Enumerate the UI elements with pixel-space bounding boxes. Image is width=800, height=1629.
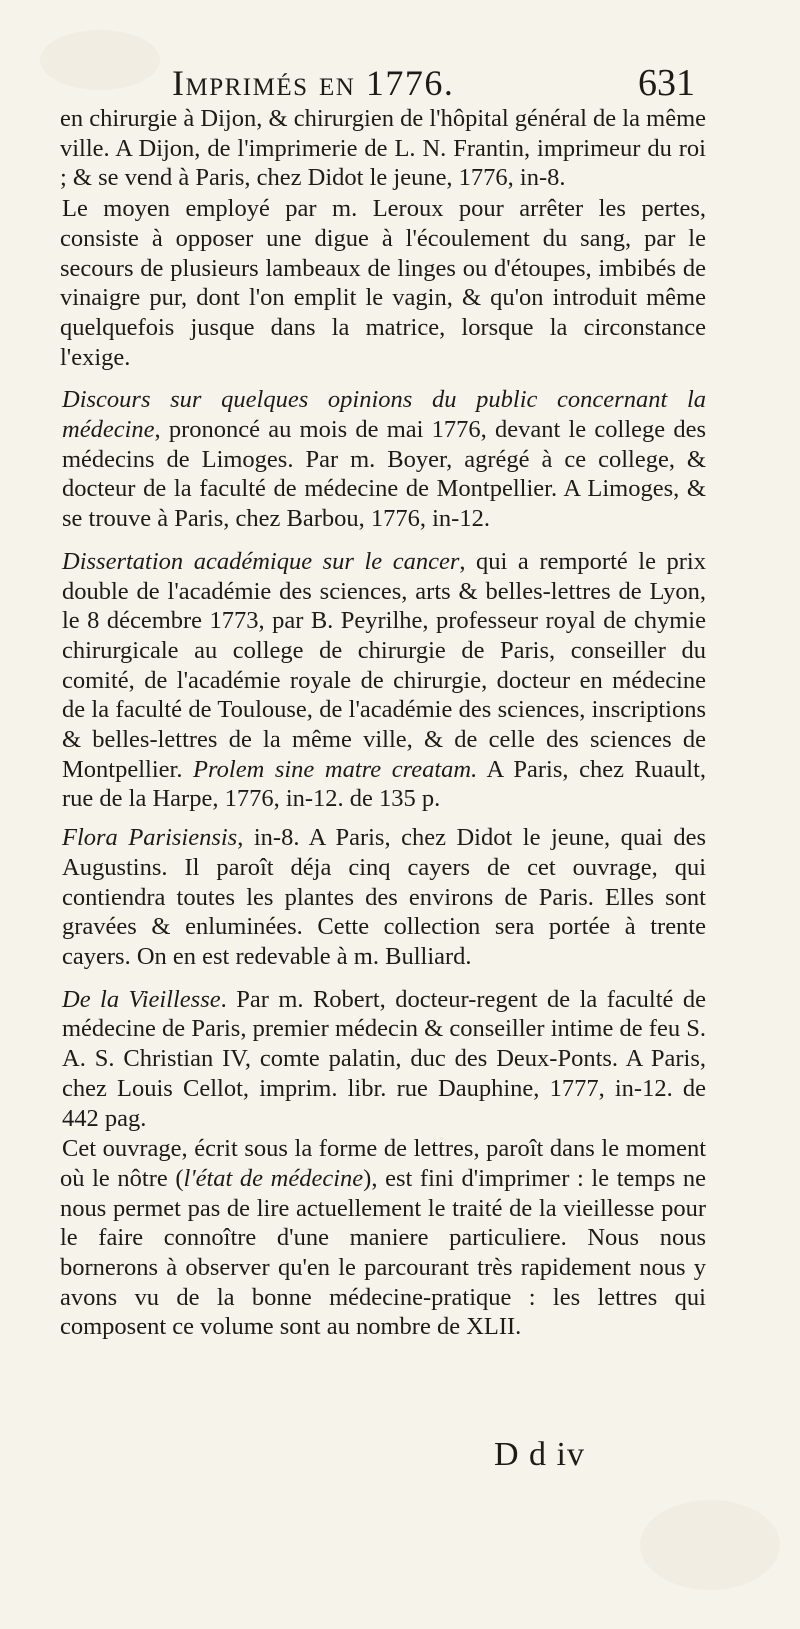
entry-text: . Par m. Robert, docteur-regent de la faculté de médecine de Paris, premier médecin & conseiller intime de feu S. A. S. Christian IV, comte palatin, duc des Deux-Ponts. A Paris, chez Louis Cellot, imprim. libr. rue Dauphine, 1777, in-12. de 442 pag.	[62, 985, 706, 1132]
entry-tail: A Paris, chez Ruault, rue de la Harpe, 1776, in-12. de 135 p.	[62, 755, 707, 813]
entry-vieillesse	[60, 985, 706, 1134]
running-title: Imprimés en 1776.	[172, 63, 455, 103]
paragraph-text: Cet ouvrage, écrit sous la forme de lettres, paroît dans le moment où le nôtre (	[60, 1135, 706, 1192]
main-text	[60, 104, 706, 1342]
entry-text: , prononcé au mois de mai 1776, devant le college des médecins de Limoges. Par m. Boyer, agrégé à ce college, & docteur de la faculté de médecine de Montpellier. A Limoges, & se trouve à Paris, chez Barbou, 1776, in-12.	[62, 416, 706, 533]
book-title: De la Vieillesse	[62, 985, 221, 1013]
running-head	[0, 58, 800, 108]
motto: Prolem sine matre creatam.	[193, 755, 478, 783]
entry-discours	[60, 385, 706, 534]
book-title: Dissertation académique sur le cancer	[62, 547, 460, 575]
inline-title: l'état de médecine	[183, 1164, 364, 1192]
page-number: 631	[638, 62, 695, 104]
catchword: D d iv	[494, 1436, 585, 1473]
entry-text: , qui a remporté le prix double de l'académie des sciences, arts & belles-lettres de Lyon, le 8 décembre 1773, par B. Peyrilhe, professeur royal de chymie chirurgicale au college de chirurgie de Paris, conseiller du comité, de l'académie royale de chirurgie, docteur en médecine de la faculté de Toulouse, de l'académie des sciences, inscriptions & belles-lettres de la même ville, & de celle des sciences de Montpellier.	[62, 547, 706, 783]
entry-dissertation	[60, 547, 706, 814]
book-title: Discours sur quelques opinions du public concernant la médecine	[62, 386, 706, 444]
paper-spot	[640, 1500, 780, 1590]
paragraph-text: Le moyen employé par m. Leroux pour arrêter les pertes, consiste à opposer une digue à l'écoulement du sang, par le secours de plusieurs lambeaux de linges ou d'étoupes, imbibés de vinaigre pur, dont l'on emplit le vagin, & qu'on introduit même quelquefois jusque dans la matrice, lorsque la circonstance l'exige.	[60, 195, 706, 371]
entry-text: , in-8. A Paris, chez Didot le jeune, quai des Augustins. Il paroît déja cinq cayers de cet ouvrage, qui contiendra toutes les plantes des environs de Paris. Elles sont gravées & enluminées. Cette collection sera portée à trente cayers. On en est redevable à m. Bulliard.	[62, 824, 706, 970]
paragraph-commentary	[60, 1134, 706, 1342]
paragraph-continuation	[60, 104, 706, 193]
entry-flora	[60, 823, 706, 972]
paragraph-text: ), est fini d'imprimer : le temps ne nous permet pas de lire actuellement le traité de la vieillesse pour le faire connoître d'une maniere particuliere. Nous nous bornerons à observer qu'en le parcourant très rapidement nous y avons vu de la bonne médecine-pratique : les lettres qui composent ce volume sont au nombre de XLII.	[60, 1164, 706, 1341]
book-title: Flora Parisiensis	[62, 824, 238, 852]
paragraph-method	[60, 194, 706, 372]
paragraph-text: en chirurgie à Dijon, & chirurgien de l'hôpital général de la même ville. A Dijon, de l'imprimerie de L. N. Frantin, imprimeur du roi ; & se vend à Paris, chez Didot le jeune, 1776, in-8.	[60, 105, 706, 192]
